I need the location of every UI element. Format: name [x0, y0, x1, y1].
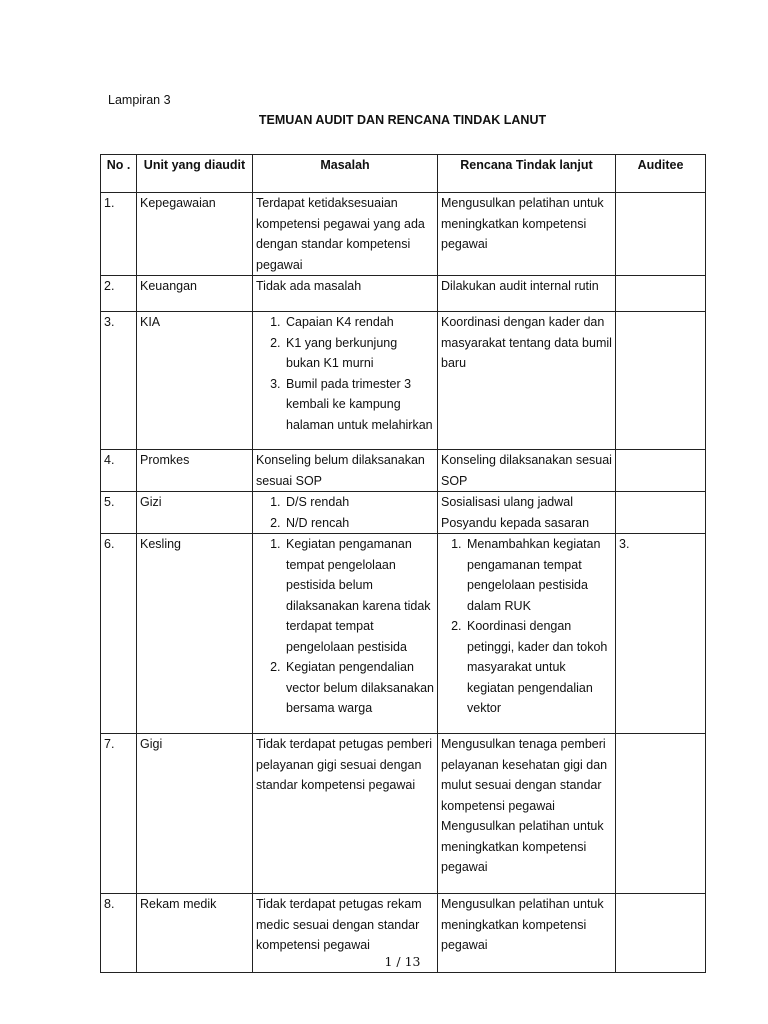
list-item: 2. Kegiatan pengendalian vector belum dilaksanakan bersama warga — [284, 657, 434, 719]
header-rencana: Rencana Tindak lanjut — [438, 155, 616, 193]
row-masalah — [253, 312, 438, 450]
row-masalah: Konseling belum dilaksanakan sesuai SOP — [253, 450, 438, 492]
row-auditee — [616, 734, 706, 894]
header-no: No . — [101, 155, 137, 193]
row-masalah — [253, 534, 438, 734]
rencana-list — [441, 534, 612, 719]
table-row — [101, 534, 706, 734]
table-row — [101, 734, 706, 894]
header-auditee: Auditee — [616, 155, 706, 193]
row-no: 4. — [101, 450, 137, 492]
row-auditee: 3. — [616, 534, 706, 734]
row-auditee — [616, 312, 706, 450]
row-no: 8. — [101, 894, 137, 973]
row-masalah: Tidak ada masalah — [253, 276, 438, 312]
table-row — [101, 276, 706, 312]
row-auditee — [616, 193, 706, 276]
row-unit: Kesling — [137, 534, 253, 734]
masalah-list — [256, 492, 434, 533]
row-unit: Rekam medik — [137, 894, 253, 973]
audit-findings-table — [100, 154, 706, 973]
list-item: 1. Kegiatan pengamanan tempat pengelolaan pestisida belum dilaksanakan karena tidak terdapat tempat pengelolaan pestisida — [284, 534, 434, 657]
attachment-label: Lampiran 3 — [108, 93, 171, 107]
row-unit: Promkes — [137, 450, 253, 492]
row-unit: Gigi — [137, 734, 253, 894]
masalah-list — [256, 312, 434, 435]
row-no: 1. — [101, 193, 137, 276]
list-item: 2. N/D rencah — [284, 513, 434, 534]
list-item: 3. Bumil pada trimester 3 kembali ke kampung halaman untuk melahirkan — [284, 374, 434, 436]
row-no: 2. — [101, 276, 137, 312]
masalah-list — [256, 534, 434, 719]
list-item: 2. Koordinasi dengan petinggi, kader dan tokoh masyarakat untuk kegiatan pengendalian vektor — [465, 616, 612, 719]
table-row — [101, 193, 706, 276]
row-unit: Keuangan — [137, 276, 253, 312]
row-auditee — [616, 450, 706, 492]
page-indicator: 1 / 13 — [384, 954, 421, 969]
list-item: 2. K1 yang berkunjung bukan K1 murni — [284, 333, 434, 374]
row-no: 7. — [101, 734, 137, 894]
row-rencana: Mengusulkan pelatihan untuk meningkatkan kompetensi pegawai — [438, 894, 616, 973]
row-auditee — [616, 276, 706, 312]
table-row — [101, 312, 706, 450]
row-auditee — [616, 492, 706, 534]
table-row — [101, 492, 706, 534]
row-rencana: Dilakukan audit internal rutin — [438, 276, 616, 312]
row-rencana: Mengusulkan tenaga pemberi pelayanan kesehatan gigi dan mulut sesuai dengan standar kompetensi pegawai Mengusulkan pelatihan untuk meningkatkan kompetensi pegawai — [438, 734, 616, 894]
list-item: 1. D/S rendah — [284, 492, 434, 513]
row-masalah: Tidak terdapat petugas rekam medic sesuai dengan standar kompetensi pegawai — [253, 894, 438, 973]
header-masalah: Masalah — [253, 155, 438, 193]
header-unit: Unit yang diaudit — [137, 155, 253, 193]
row-masalah: Tidak terdapat petugas pemberi pelayanan gigi sesuai dengan standar kompetensi pegawai — [253, 734, 438, 894]
row-rencana: Konseling dilaksanakan sesuai SOP — [438, 450, 616, 492]
row-no: 3. — [101, 312, 137, 450]
row-unit: Gizi — [137, 492, 253, 534]
row-rencana — [438, 534, 616, 734]
row-unit: Kepegawaian — [137, 193, 253, 276]
row-rencana: Sosialisasi ulang jadwal Posyandu kepada sasaran — [438, 492, 616, 534]
row-no: 5. — [101, 492, 137, 534]
table-row — [101, 450, 706, 492]
list-item: 1. Menambahkan kegiatan pengamanan tempat pengelolaan pestisida dalam RUK — [465, 534, 612, 616]
row-unit: KIA — [137, 312, 253, 450]
list-item: 1. Capaian K4 rendah — [284, 312, 434, 333]
row-rencana: Mengusulkan pelatihan untuk meningkatkan kompetensi pegawai — [438, 193, 616, 276]
row-rencana: Koordinasi dengan kader dan masyarakat tentang data bumil baru — [438, 312, 616, 450]
document-title: TEMUAN AUDIT DAN RENCANA TINDAK LANUT — [258, 113, 547, 127]
table-header-row — [101, 155, 706, 193]
row-masalah: Terdapat ketidaksesuaian kompetensi pegawai yang ada dengan standar kompetensi pegawai — [253, 193, 438, 276]
row-no: 6. — [101, 534, 137, 734]
row-masalah — [253, 492, 438, 534]
